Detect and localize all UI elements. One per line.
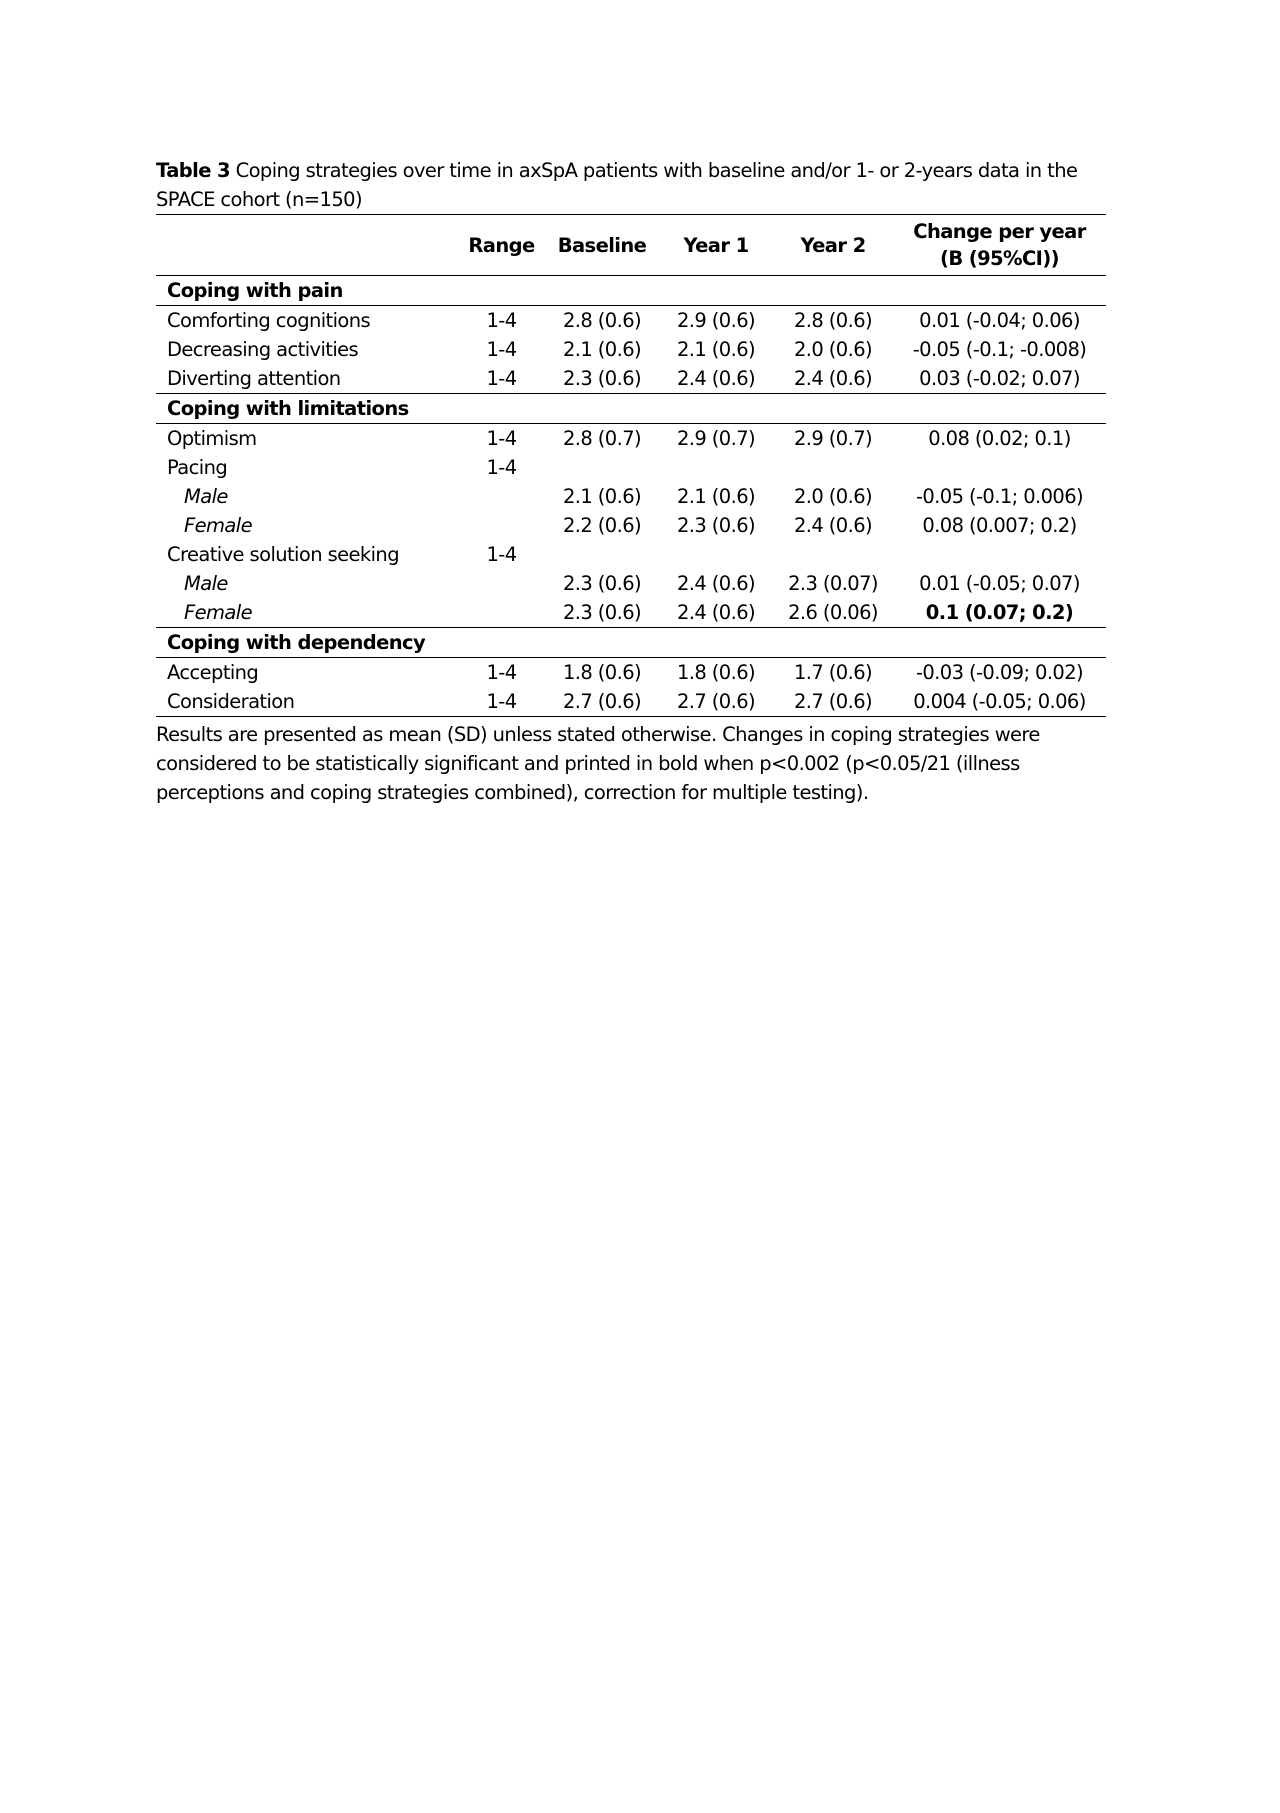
cell-year1: 2.4 (0.6) bbox=[676, 572, 756, 595]
cell-year1: 2.4 (0.6) bbox=[676, 367, 756, 390]
cell-change: -0.03 (-0.09; 0.02) bbox=[915, 661, 1084, 684]
row-label: Creative solution seeking bbox=[167, 543, 399, 566]
row-label: Decreasing activities bbox=[167, 338, 359, 361]
cell-range: 1-4 bbox=[486, 543, 517, 566]
cell-baseline: 2.7 (0.6) bbox=[545, 687, 659, 717]
cell-year1: 2.9 (0.6) bbox=[676, 309, 756, 332]
row-label: Consideration bbox=[156, 687, 458, 717]
cell-baseline: 1.8 (0.6) bbox=[562, 661, 642, 684]
table-row bbox=[156, 540, 1106, 569]
cell-baseline: 2.8 (0.6) bbox=[562, 309, 642, 332]
table-footnote: Results are presented as mean (SD) unless stated otherwise. Changes in coping strategies were considered to be statistically significant and printed in bold when p<0.002 (p<0.05/21 (illness perceptions and coping strategies combined), correction for multiple testing). bbox=[156, 723, 1040, 804]
header-empty bbox=[156, 215, 458, 276]
cell-year2: 2.4 (0.6) bbox=[793, 514, 873, 537]
cell-change: 0.01 (-0.04; 0.06) bbox=[919, 309, 1080, 332]
cell-range: 1-4 bbox=[486, 427, 517, 450]
table-row bbox=[156, 364, 1106, 394]
cell-change: 0.08 (0.02; 0.1) bbox=[928, 427, 1071, 450]
header-change-line2: (B (95%CI)) bbox=[940, 247, 1059, 270]
table-row bbox=[156, 453, 1106, 482]
cell-change: 0.01 (-0.05; 0.07) bbox=[919, 572, 1080, 595]
table-caption-text: Coping strategies over time in axSpA patients with baseline and/or 1- or 2-years data in the SPACE cohort (n=150) bbox=[156, 159, 1078, 211]
cell-range: 1-4 bbox=[458, 687, 545, 717]
section-title-dependency: Coping with dependency bbox=[156, 628, 1106, 658]
cell-baseline: 2.3 (0.6) bbox=[562, 601, 642, 624]
table-row bbox=[156, 335, 1106, 364]
cell-year2: 2.0 (0.6) bbox=[793, 338, 873, 361]
cell-year2: 2.8 (0.6) bbox=[793, 309, 873, 332]
cell-range: 1-4 bbox=[486, 309, 517, 332]
table-caption bbox=[156, 156, 1116, 214]
header-change-line1: Change per year bbox=[913, 220, 1086, 243]
cell-year1: 2.7 (0.6) bbox=[659, 687, 773, 717]
cell-year1: 2.3 (0.6) bbox=[676, 514, 756, 537]
cell-change: 0.03 (-0.02; 0.07) bbox=[919, 367, 1080, 390]
row-label: Pacing bbox=[167, 456, 228, 479]
table-row bbox=[156, 569, 1106, 598]
cell-year2: 2.3 (0.07) bbox=[788, 572, 878, 595]
header-year1: Year 1 bbox=[659, 215, 773, 276]
row-label: Female bbox=[184, 514, 252, 537]
row-label: Diverting attention bbox=[167, 367, 341, 390]
document-page bbox=[156, 156, 1116, 807]
section-row-dependency bbox=[156, 628, 1106, 658]
table-row bbox=[156, 687, 1106, 717]
table-header-row bbox=[156, 215, 1106, 276]
header-baseline: Baseline bbox=[545, 215, 659, 276]
cell-year2: 2.9 (0.7) bbox=[793, 427, 873, 450]
table-label: Table 3 bbox=[156, 159, 230, 182]
cell-year1: 2.1 (0.6) bbox=[676, 485, 756, 508]
table-row bbox=[156, 598, 1106, 628]
cell-year1: 2.1 (0.6) bbox=[676, 338, 756, 361]
header-range: Range bbox=[458, 215, 545, 276]
cell-year2: 2.6 (0.06) bbox=[788, 601, 878, 624]
row-label: Optimism bbox=[167, 427, 257, 450]
cell-year1: 2.9 (0.7) bbox=[676, 427, 756, 450]
cell-change-significant: 0.1 (0.07; 0.2) bbox=[925, 601, 1074, 624]
table-row bbox=[156, 511, 1106, 540]
cell-baseline: 2.1 (0.6) bbox=[562, 338, 642, 361]
cell-change: 0.004 (-0.05; 0.06) bbox=[893, 687, 1106, 717]
table-row bbox=[156, 424, 1106, 454]
table-row bbox=[156, 658, 1106, 688]
cell-range: 1-4 bbox=[486, 661, 517, 684]
row-label: Male bbox=[184, 485, 228, 508]
cell-year2: 1.7 (0.6) bbox=[793, 661, 873, 684]
section-row-pain bbox=[156, 276, 1106, 306]
cell-range: 1-4 bbox=[486, 338, 517, 361]
cell-baseline: 2.2 (0.6) bbox=[562, 514, 642, 537]
cell-year1: 2.4 (0.6) bbox=[676, 601, 756, 624]
row-label: Male bbox=[184, 572, 228, 595]
cell-change: -0.05 (-0.1; 0.006) bbox=[915, 485, 1084, 508]
cell-year1: 1.8 (0.6) bbox=[676, 661, 756, 684]
row-label: Comforting cognitions bbox=[167, 309, 371, 332]
section-title-pain: Coping with pain bbox=[156, 276, 1106, 306]
cell-change: 0.08 (0.007; 0.2) bbox=[922, 514, 1077, 537]
cell-baseline: 2.3 (0.6) bbox=[562, 572, 642, 595]
header-year2: Year 2 bbox=[773, 215, 893, 276]
section-title-limitations: Coping with limitations bbox=[156, 394, 1106, 424]
cell-baseline: 2.1 (0.6) bbox=[562, 485, 642, 508]
cell-baseline: 2.3 (0.6) bbox=[562, 367, 642, 390]
row-label: Female bbox=[184, 601, 252, 624]
cell-year2: 2.0 (0.6) bbox=[793, 485, 873, 508]
section-row-limitations bbox=[156, 394, 1106, 424]
header-change bbox=[893, 215, 1106, 276]
cell-baseline: 2.8 (0.7) bbox=[562, 427, 642, 450]
row-label: Accepting bbox=[167, 661, 259, 684]
cell-range: 1-4 bbox=[486, 367, 517, 390]
cell-year2: 2.4 (0.6) bbox=[793, 367, 873, 390]
table-row bbox=[156, 482, 1106, 511]
cell-range: 1-4 bbox=[486, 456, 517, 479]
cell-year2: 2.7 (0.6) bbox=[773, 687, 893, 717]
table-row bbox=[156, 306, 1106, 336]
coping-strategies-table bbox=[156, 214, 1106, 717]
cell-change: -0.05 (-0.1; -0.008) bbox=[912, 338, 1087, 361]
